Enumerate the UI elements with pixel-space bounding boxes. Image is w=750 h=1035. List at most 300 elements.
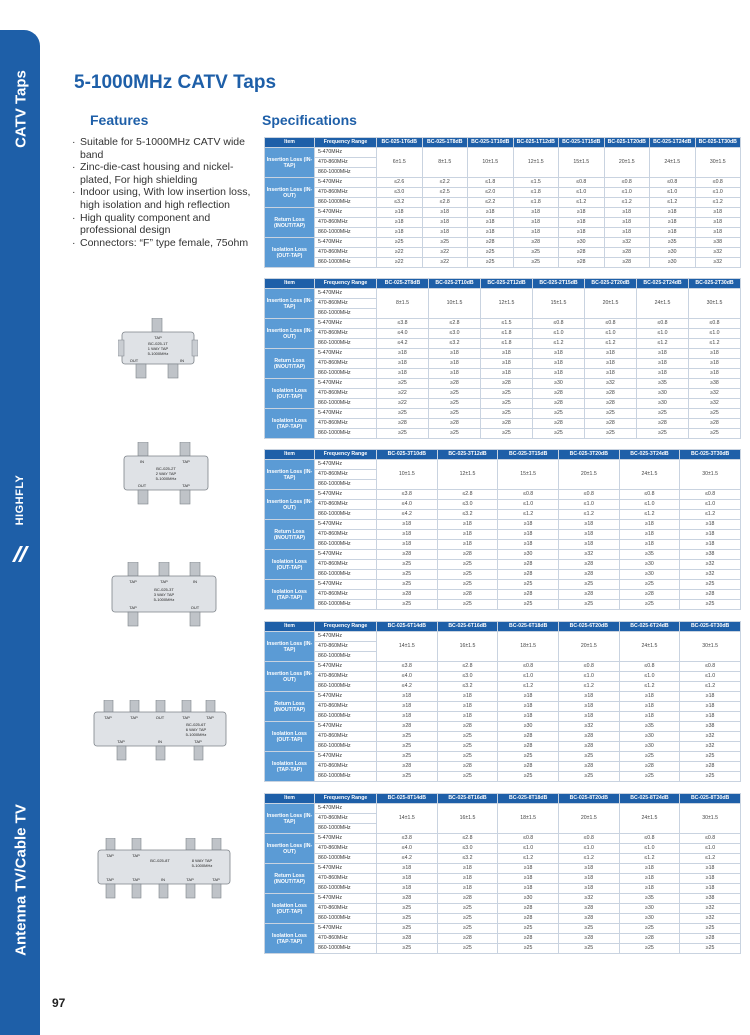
- table-row: [265, 854, 741, 864]
- value-cell: ≥18: [680, 864, 741, 874]
- feature-item: · Connectors: “F” type female, 75ohm: [72, 237, 260, 250]
- value-cell: ≥28: [585, 399, 637, 409]
- value-cell: ≥18: [619, 540, 680, 550]
- table-row: [265, 722, 741, 732]
- value-cell: 24±1.5: [619, 460, 680, 490]
- value-cell: ≥30: [498, 894, 559, 904]
- value-cell: ≥18: [498, 692, 559, 702]
- value-cell: ≥18: [689, 359, 741, 369]
- group-label: Return Loss (INOUT/TAP): [265, 864, 315, 894]
- frequency-cell: 470-860MHz: [315, 590, 377, 600]
- value-cell: ≥25: [498, 924, 559, 934]
- value-cell: ≥25: [437, 560, 498, 570]
- value-cell: ≤4.0: [377, 500, 438, 510]
- value-cell: ≥18: [437, 520, 498, 530]
- value-cell: ≤2.2: [422, 178, 468, 188]
- frequency-cell: 5-470MHz: [315, 520, 377, 530]
- value-cell: ≥32: [689, 389, 741, 399]
- frequency-cell: 5-470MHz: [315, 550, 377, 560]
- product-label: TAP: [206, 715, 214, 720]
- value-cell: ≥32: [558, 722, 619, 732]
- value-cell: ≥22: [377, 389, 429, 399]
- value-cell: ≥18: [604, 208, 650, 218]
- value-cell: ≥30: [650, 258, 696, 268]
- value-cell: ≤1.0: [619, 500, 680, 510]
- table-header-row: [265, 622, 741, 632]
- table-row: [265, 148, 741, 158]
- product-label: IN: [180, 358, 184, 363]
- value-cell: ≥28: [498, 732, 559, 742]
- value-cell: 20±1.5: [558, 632, 619, 662]
- header-model: BC-025-2T12dB: [481, 279, 533, 289]
- value-cell: ≥25: [437, 570, 498, 580]
- table-row: [265, 218, 741, 228]
- value-cell: ≤0.8: [498, 662, 559, 672]
- frequency-cell: 860-1000MHz: [315, 944, 377, 954]
- frequency-cell: 860-1000MHz: [315, 429, 377, 439]
- value-cell: ≥18: [437, 884, 498, 894]
- frequency-cell: 5-470MHz: [315, 864, 377, 874]
- product-label: IN: [193, 579, 197, 584]
- value-cell: ≥25: [429, 429, 481, 439]
- frequency-cell: 5-470MHz: [315, 580, 377, 590]
- value-cell: ≤1.2: [498, 854, 559, 864]
- value-cell: ≤1.0: [604, 188, 650, 198]
- value-cell: ≥18: [481, 349, 533, 359]
- frequency-cell: 470-860MHz: [315, 248, 377, 258]
- value-cell: ≥18: [695, 228, 741, 238]
- value-cell: 30±1.5: [695, 148, 741, 178]
- product-label: TAP: [106, 853, 114, 858]
- value-cell: ≥25: [558, 580, 619, 590]
- value-cell: ≤0.8: [558, 662, 619, 672]
- product-label: 5-1000MHz: [153, 597, 175, 602]
- frequency-cell: 860-1000MHz: [315, 369, 377, 379]
- value-cell: ≤1.0: [558, 500, 619, 510]
- header-model: BC-025-2T24dB: [637, 279, 689, 289]
- spec-table-3-way: [264, 449, 741, 610]
- value-cell: ≤1.2: [695, 198, 741, 208]
- frequency-cell: 860-1000MHz: [315, 570, 377, 580]
- value-cell: ≥38: [695, 238, 741, 248]
- spec-table-8-way: [264, 793, 741, 954]
- value-cell: ≤3.2: [437, 510, 498, 520]
- table-row: [265, 894, 741, 904]
- value-cell: ≤1.2: [604, 198, 650, 208]
- value-cell: ≥28: [533, 399, 585, 409]
- value-cell: 16±1.5: [437, 632, 498, 662]
- value-cell: 30±1.5: [689, 289, 741, 319]
- value-cell: ≥30: [650, 248, 696, 258]
- group-label: Isolation Loss (TAP-TAP): [265, 409, 315, 439]
- value-cell: ≥18: [533, 349, 585, 359]
- header-frequency-range: Frequency Range: [315, 138, 377, 148]
- value-cell: 10±1.5: [468, 148, 514, 178]
- value-cell: ≤1.8: [481, 329, 533, 339]
- product-label: IN: [158, 739, 162, 744]
- value-cell: ≥18: [637, 369, 689, 379]
- value-cell: ≥25: [619, 600, 680, 610]
- value-cell: ≥25: [558, 924, 619, 934]
- value-cell: ≥18: [377, 520, 438, 530]
- value-cell: ≥28: [680, 762, 741, 772]
- value-cell: ≥32: [604, 238, 650, 248]
- table-row: [265, 692, 741, 702]
- value-cell: ≥25: [619, 924, 680, 934]
- product-label: BC-025-3T: [154, 587, 174, 592]
- frequency-cell: 470-860MHz: [315, 732, 377, 742]
- frequency-cell: 470-860MHz: [315, 419, 377, 429]
- frequency-cell: 5-470MHz: [315, 692, 377, 702]
- frequency-cell: 5-470MHz: [315, 319, 377, 329]
- value-cell: 16±1.5: [437, 804, 498, 834]
- frequency-cell: 470-860MHz: [315, 188, 377, 198]
- frequency-cell: 860-1000MHz: [315, 228, 377, 238]
- header-model: BC-025-3T15dB: [498, 450, 559, 460]
- header-model: BC-025-2T30dB: [689, 279, 741, 289]
- value-cell: ≥25: [619, 772, 680, 782]
- product-label: 5-1000MHz: [147, 351, 169, 356]
- header-model: BC-025-3T24dB: [619, 450, 680, 460]
- value-cell: ≤1.8: [513, 198, 559, 208]
- value-cell: ≥18: [619, 864, 680, 874]
- value-cell: ≥18: [377, 874, 438, 884]
- group-label: Insertion Loss (IN-OUT): [265, 319, 315, 349]
- value-cell: ≤4.0: [377, 329, 429, 339]
- value-cell: ≥28: [533, 419, 585, 429]
- value-cell: ≥18: [558, 692, 619, 702]
- frequency-cell: 5-470MHz: [315, 662, 377, 672]
- group-label: Insertion Loss (IN-OUT): [265, 178, 315, 208]
- value-cell: ≥18: [377, 702, 438, 712]
- value-cell: ≤0.8: [619, 490, 680, 500]
- table-row: [265, 349, 741, 359]
- table-row: [265, 419, 741, 429]
- value-cell: ≥25: [468, 248, 514, 258]
- value-cell: ≤1.0: [533, 329, 585, 339]
- value-cell: ≥25: [558, 772, 619, 782]
- product-label: TAP: [186, 877, 194, 882]
- value-cell: ≥18: [619, 520, 680, 530]
- value-cell: ≥25: [481, 409, 533, 419]
- product-label: TAP: [182, 459, 190, 464]
- header-model: BC-025-6T14dB: [377, 622, 438, 632]
- value-cell: ≥25: [377, 904, 438, 914]
- frequency-cell: 470-860MHz: [315, 642, 377, 652]
- value-cell: ≤1.0: [619, 844, 680, 854]
- value-cell: ≥25: [377, 742, 438, 752]
- frequency-cell: 5-470MHz: [315, 722, 377, 732]
- value-cell: ≥18: [558, 884, 619, 894]
- value-cell: ≥18: [468, 228, 514, 238]
- value-cell: ≥28: [558, 590, 619, 600]
- frequency-cell: 5-470MHz: [315, 894, 377, 904]
- table-row: [265, 399, 741, 409]
- table-row: [265, 742, 741, 752]
- value-cell: ≤0.8: [689, 319, 741, 329]
- frequency-cell: 860-1000MHz: [315, 742, 377, 752]
- value-cell: ≥28: [680, 590, 741, 600]
- group-label: Isolation Loss (TAP-TAP): [265, 752, 315, 782]
- product-label: TAP: [132, 877, 140, 882]
- group-label: Return Loss (INOUT/TAP): [265, 692, 315, 722]
- value-cell: ≥18: [498, 530, 559, 540]
- page-number: 97: [52, 996, 66, 1010]
- value-cell: ≤1.2: [680, 854, 741, 864]
- group-label: Isolation Loss (TAP-TAP): [265, 580, 315, 610]
- frequency-cell: 470-860MHz: [315, 762, 377, 772]
- value-cell: ≥28: [558, 934, 619, 944]
- table-header-row: [265, 450, 741, 460]
- group-label: Isolation Loss (TAP-TAP): [265, 924, 315, 954]
- product-image-3-way-tap: [104, 562, 224, 628]
- value-cell: ≥28: [498, 560, 559, 570]
- product-label: BC-025-1T: [148, 341, 168, 346]
- value-cell: 10±1.5: [377, 460, 438, 490]
- frequency-cell: 5-470MHz: [315, 460, 377, 470]
- table-row: [265, 934, 741, 944]
- frequency-cell: 470-860MHz: [315, 874, 377, 884]
- value-cell: ≥18: [558, 530, 619, 540]
- frequency-cell: 860-1000MHz: [315, 339, 377, 349]
- frequency-cell: 860-1000MHz: [315, 914, 377, 924]
- product-label: 5-1000MHz: [155, 476, 177, 481]
- header-frequency-range: Frequency Range: [315, 622, 377, 632]
- value-cell: ≥28: [558, 560, 619, 570]
- value-cell: 12±1.5: [437, 460, 498, 490]
- value-cell: ≥28: [429, 419, 481, 429]
- spec-table-1-way: [264, 137, 741, 268]
- table-row: [265, 884, 741, 894]
- value-cell: ≥25: [481, 429, 533, 439]
- value-cell: ≤3.8: [377, 319, 429, 329]
- table-header-row: [265, 279, 741, 289]
- header-model: BC-025-3T20dB: [558, 450, 619, 460]
- value-cell: ≥18: [650, 228, 696, 238]
- value-cell: ≤2.8: [422, 198, 468, 208]
- table-row: [265, 188, 741, 198]
- value-cell: ≥30: [619, 570, 680, 580]
- value-cell: ≥18: [468, 218, 514, 228]
- value-cell: 15±1.5: [559, 148, 605, 178]
- group-label: Insertion Loss (IN-TAP): [265, 289, 315, 319]
- value-cell: ≥25: [680, 924, 741, 934]
- table-row: [265, 429, 741, 439]
- value-cell: ≥25: [619, 944, 680, 954]
- frequency-cell: 470-860MHz: [315, 672, 377, 682]
- value-cell: ≥18: [437, 874, 498, 884]
- value-cell: ≥25: [437, 914, 498, 924]
- value-cell: ≥30: [619, 732, 680, 742]
- value-cell: ≥25: [558, 600, 619, 610]
- value-cell: ≥25: [437, 924, 498, 934]
- value-cell: ≥18: [585, 369, 637, 379]
- frequency-cell: 860-1000MHz: [315, 682, 377, 692]
- value-cell: 30±1.5: [680, 632, 741, 662]
- product-label: 8 WAY TAP: [191, 858, 213, 863]
- table-row: [265, 500, 741, 510]
- value-cell: ≤1.2: [559, 198, 605, 208]
- table-row: [265, 178, 741, 188]
- value-cell: ≥32: [695, 258, 741, 268]
- frequency-cell: 5-470MHz: [315, 178, 377, 188]
- value-cell: ≥18: [377, 369, 429, 379]
- frequency-cell: 470-860MHz: [315, 299, 377, 309]
- value-cell: ≥25: [498, 752, 559, 762]
- value-cell: ≥28: [558, 742, 619, 752]
- value-cell: ≥28: [437, 762, 498, 772]
- value-cell: ≥30: [637, 389, 689, 399]
- product-label: TAP: [130, 715, 138, 720]
- value-cell: ≤0.8: [498, 490, 559, 500]
- value-cell: ≥28: [619, 762, 680, 772]
- value-cell: 12±1.5: [481, 289, 533, 319]
- value-cell: ≥25: [377, 580, 438, 590]
- table-row: [265, 228, 741, 238]
- group-label: Isolation Loss (OUT-TAP): [265, 722, 315, 752]
- frequency-cell: 5-470MHz: [315, 349, 377, 359]
- value-cell: ≥18: [437, 540, 498, 550]
- product-label: TAP: [182, 483, 190, 488]
- value-cell: ≤0.8: [585, 319, 637, 329]
- frequency-cell: 470-860MHz: [315, 560, 377, 570]
- value-cell: ≥32: [558, 894, 619, 904]
- value-cell: ≥28: [468, 238, 514, 248]
- value-cell: ≥18: [422, 208, 468, 218]
- value-cell: ≥18: [437, 692, 498, 702]
- value-cell: ≥25: [377, 379, 429, 389]
- group-label: Isolation Loss (OUT-TAP): [265, 894, 315, 924]
- feature-item: · High quality component and professional design: [72, 212, 260, 237]
- header-model: BC-025-3T12dB: [437, 450, 498, 460]
- table-row: [265, 600, 741, 610]
- value-cell: ≥25: [513, 258, 559, 268]
- frequency-cell: 5-470MHz: [315, 632, 377, 642]
- value-cell: ≤3.2: [437, 854, 498, 864]
- frequency-cell: 5-470MHz: [315, 409, 377, 419]
- value-cell: ≥28: [498, 570, 559, 580]
- value-cell: ≤0.8: [619, 834, 680, 844]
- value-cell: ≥18: [429, 369, 481, 379]
- value-cell: ≥25: [585, 429, 637, 439]
- value-cell: ≥28: [437, 934, 498, 944]
- frequency-cell: 860-1000MHz: [315, 600, 377, 610]
- value-cell: ≥30: [637, 399, 689, 409]
- table-row: [265, 904, 741, 914]
- product-label: BC-025-2T: [156, 466, 176, 471]
- frequency-cell: 5-470MHz: [315, 289, 377, 299]
- frequency-cell: 470-860MHz: [315, 359, 377, 369]
- value-cell: ≥28: [558, 914, 619, 924]
- frequency-cell: 860-1000MHz: [315, 510, 377, 520]
- group-label: Isolation Loss (OUT-TAP): [265, 379, 315, 409]
- value-cell: ≥18: [481, 369, 533, 379]
- frequency-cell: 5-470MHz: [315, 238, 377, 248]
- value-cell: ≥18: [498, 540, 559, 550]
- value-cell: 20±1.5: [604, 148, 650, 178]
- value-cell: ≥18: [604, 218, 650, 228]
- header-model: BC-025-1T12dB: [513, 138, 559, 148]
- value-cell: ≥38: [680, 722, 741, 732]
- value-cell: 30±1.5: [680, 460, 741, 490]
- value-cell: ≥18: [559, 208, 605, 218]
- value-cell: ≥18: [377, 864, 438, 874]
- value-cell: ≥18: [680, 712, 741, 722]
- value-cell: ≥28: [377, 722, 438, 732]
- value-cell: ≥18: [377, 530, 438, 540]
- table-row: [265, 834, 741, 844]
- value-cell: 8±1.5: [422, 148, 468, 178]
- value-cell: ≥28: [689, 419, 741, 429]
- value-cell: ≥38: [689, 379, 741, 389]
- value-cell: ≥18: [498, 520, 559, 530]
- table-row: [265, 672, 741, 682]
- group-label: Isolation Loss (OUT-TAP): [265, 238, 315, 268]
- value-cell: ≤1.2: [619, 854, 680, 864]
- product-label: BC-025-8T: [150, 858, 170, 863]
- value-cell: ≥25: [498, 580, 559, 590]
- product-image-2-way-tap: [118, 442, 214, 506]
- table-row: [265, 590, 741, 600]
- value-cell: ≤0.8: [498, 834, 559, 844]
- value-cell: 20±1.5: [585, 289, 637, 319]
- value-cell: ≥25: [377, 732, 438, 742]
- value-cell: ≤1.2: [619, 510, 680, 520]
- table-row: [265, 409, 741, 419]
- group-label: Insertion Loss (IN-OUT): [265, 662, 315, 692]
- value-cell: ≥28: [585, 419, 637, 429]
- value-cell: ≥18: [619, 692, 680, 702]
- table-row: [265, 258, 741, 268]
- value-cell: ≥18: [468, 208, 514, 218]
- value-cell: ≥18: [377, 228, 423, 238]
- value-cell: ≥28: [437, 550, 498, 560]
- value-cell: ≥38: [680, 894, 741, 904]
- value-cell: ≤4.0: [377, 844, 438, 854]
- value-cell: ≥25: [377, 772, 438, 782]
- value-cell: ≥18: [558, 874, 619, 884]
- value-cell: ≥28: [585, 389, 637, 399]
- value-cell: ≥18: [680, 884, 741, 894]
- value-cell: ≥18: [680, 702, 741, 712]
- value-cell: ≤2.8: [437, 834, 498, 844]
- value-cell: ≥18: [422, 228, 468, 238]
- table-row: [265, 580, 741, 590]
- table-row: [265, 844, 741, 854]
- value-cell: ≥22: [377, 258, 423, 268]
- frequency-cell: 860-1000MHz: [315, 824, 377, 834]
- side-label-top: [10, 68, 32, 150]
- value-cell: ≥18: [377, 218, 423, 228]
- header-frequency-range: Frequency Range: [315, 279, 377, 289]
- group-label: Return Loss (INOUT/TAP): [265, 520, 315, 550]
- group-label: Return Loss (INOUT/TAP): [265, 349, 315, 379]
- brand-name: HIGHFLY: [14, 474, 26, 526]
- value-cell: ≤3.2: [437, 682, 498, 692]
- frequency-cell: 470-860MHz: [315, 218, 377, 228]
- frequency-cell: 860-1000MHz: [315, 399, 377, 409]
- value-cell: ≤1.0: [498, 672, 559, 682]
- product-label: 5-1000MHz: [185, 732, 207, 737]
- frequency-cell: 860-1000MHz: [315, 772, 377, 782]
- value-cell: ≥25: [377, 924, 438, 934]
- value-cell: ≥28: [513, 238, 559, 248]
- product-label: TAP: [104, 715, 112, 720]
- table-row: [265, 682, 741, 692]
- product-label: 1 WAY TAP: [147, 346, 169, 351]
- value-cell: ≤3.0: [377, 188, 423, 198]
- header-model: BC-025-8T18dB: [498, 794, 559, 804]
